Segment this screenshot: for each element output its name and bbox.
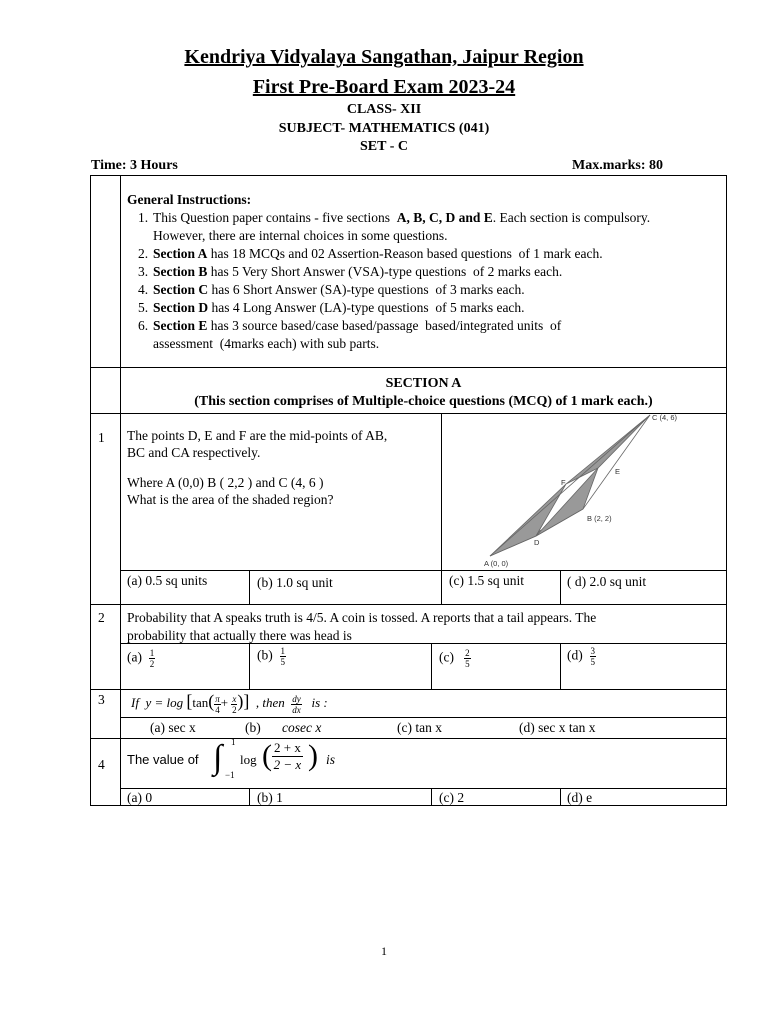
instruction-text: has 18 MCQs and 02 Assertion-Reason based questions of 1 mark each. xyxy=(207,246,603,261)
school-title: Kendriya Vidyalaya Sangathan, Jaipur Region xyxy=(184,46,584,68)
y-equals-log: y = log xyxy=(145,695,184,710)
label-e: E xyxy=(615,467,621,476)
class-label: CLASS- XII xyxy=(346,102,422,117)
q4-option-a: (a) 0 xyxy=(127,790,153,805)
q4-options-divider xyxy=(120,788,727,789)
q1-option-divider xyxy=(249,570,250,604)
denominator: 4 xyxy=(215,704,220,715)
if-word: If xyxy=(131,695,139,710)
integral-sign: ∫ xyxy=(213,739,223,776)
instruction-item xyxy=(138,227,650,245)
q4-paren-open: ( xyxy=(262,739,272,772)
numerator: 1 xyxy=(149,648,155,658)
then-word: , then xyxy=(255,695,285,710)
option-label: (a) xyxy=(127,649,142,665)
page-number: 1 xyxy=(381,944,387,958)
q3-options-divider xyxy=(120,717,727,718)
label-a: A (0, 0) xyxy=(484,559,509,568)
instruction-item xyxy=(138,209,650,227)
instruction-item xyxy=(138,335,650,353)
numerator: 1 xyxy=(280,646,285,656)
q4-prefix: The value of xyxy=(127,752,199,767)
q4-option-b: (b) 1 xyxy=(257,790,283,805)
q3-option-b-value: cosec x xyxy=(282,720,322,735)
q3-expression: If y = log [tan( $\frac{\pi}{4}$ + $\frac{x}{2}$ )] , then $\frac{dy}{dx}$ is : xyxy=(131,691,328,715)
row-divider xyxy=(90,367,727,368)
instruction-item xyxy=(138,263,650,281)
q2-option-c xyxy=(439,648,471,669)
triangle-figure xyxy=(442,408,727,570)
option-label: (b) xyxy=(257,647,273,663)
label-d: D xyxy=(534,538,540,547)
instruction-number: 2. xyxy=(138,246,149,261)
q2-option-divider xyxy=(560,643,561,689)
instruction-bold: Section A xyxy=(153,246,208,261)
q2-text-line: probability that actually there was head is xyxy=(127,628,352,643)
q3-option-a: (a) sec x xyxy=(150,720,196,735)
label-b: B (2, 2) xyxy=(587,514,612,523)
q1-option-divider xyxy=(560,570,561,604)
instruction-number: 5. xyxy=(138,300,149,315)
instructions-list xyxy=(138,209,650,353)
q1-text-line: The points D, E and F are the mid-points of AB, xyxy=(127,428,388,443)
instruction-item xyxy=(138,317,650,335)
section-a-title: SECTION A xyxy=(385,376,462,391)
q4-option-divider xyxy=(249,788,250,806)
instruction-text: has 5 Very Short Answer (VSA)-type questions of 2 marks each. xyxy=(207,264,563,279)
numerator: 2 + x xyxy=(274,740,301,755)
q3-option-d: (d) sec x tan x xyxy=(519,720,596,735)
question-number: 1 xyxy=(98,430,105,445)
q4-log: log xyxy=(240,752,257,767)
denominator: dx xyxy=(292,704,301,715)
q2-options-divider xyxy=(120,643,727,644)
paren: ) xyxy=(237,691,244,711)
q4-option-divider xyxy=(560,788,561,806)
row-divider xyxy=(90,689,727,690)
fraction-dy-dx xyxy=(291,694,302,715)
question-number: 2 xyxy=(98,610,105,625)
instructions-title: General Instructions: xyxy=(127,192,252,207)
fraction-pi-4 xyxy=(214,694,221,715)
option-label: (c) xyxy=(439,649,454,665)
denominator: 5 xyxy=(465,659,470,669)
fraction xyxy=(464,648,471,669)
denominator: 5 xyxy=(280,657,285,667)
q4-option-c: (c) 2 xyxy=(439,790,465,805)
instruction-bold: Section C xyxy=(153,282,209,297)
time-label: Time: 3 Hours xyxy=(91,158,178,173)
instruction-text: However, there are internal choices in some questions. xyxy=(153,228,448,243)
bracket: [ xyxy=(186,691,193,711)
instruction-item xyxy=(138,299,650,317)
q4-is: is xyxy=(326,752,336,767)
q1-text-line: Where A (0,0) B ( 2,2 ) and C (4, 6 ) xyxy=(127,475,324,490)
label-c: C (4, 6) xyxy=(652,413,678,422)
subject-label: SUBJECT- MATHEMATICS (041) xyxy=(278,121,490,136)
q2-option-a xyxy=(127,648,155,669)
q2-option-divider xyxy=(431,643,432,689)
denominator: 2 xyxy=(149,659,155,669)
q4-paren-close: ) xyxy=(308,739,318,772)
q1-text-line: BC and CA respectively. xyxy=(127,445,261,460)
q4-option-d: (d) e xyxy=(567,790,593,805)
q2-option-divider xyxy=(249,643,250,689)
instruction-bold: A, B, C, D and E xyxy=(396,210,493,225)
instruction-number: 3. xyxy=(138,264,149,279)
numerator: 2 xyxy=(465,648,470,658)
instruction-bold: Section D xyxy=(153,300,209,315)
section-a-subtitle: (This section comprises of Multiple-choice questions (MCQ) of 1 mark each.) xyxy=(194,394,653,409)
label-f: F xyxy=(561,478,566,487)
number-column-divider xyxy=(120,175,121,806)
paren: ( xyxy=(208,691,215,711)
instruction-number: 4. xyxy=(138,282,149,297)
q1-option-a: (a) 0.5 sq units xyxy=(127,573,208,588)
instruction-text: This Question paper contains - five sections xyxy=(153,210,397,225)
question-number: 3 xyxy=(98,692,105,707)
q1-option-c: (c) 1.5 sq unit xyxy=(449,573,524,588)
instruction-bold: Section B xyxy=(153,264,208,279)
instruction-text: . Each section is compulsory. xyxy=(492,210,651,225)
question-number: 4 xyxy=(98,757,105,772)
option-label: (d) xyxy=(567,647,583,663)
denominator: 2 xyxy=(232,704,237,715)
numerator: π xyxy=(215,693,220,704)
q1-option-b: (b) 1.0 sq unit xyxy=(257,575,333,590)
exam-title: First Pre-Board Exam 2023-24 xyxy=(252,76,516,98)
instruction-number: 6. xyxy=(138,318,149,333)
integral-upper: 1 xyxy=(231,737,236,747)
fraction xyxy=(590,646,597,667)
segment-ac xyxy=(490,415,650,556)
shaded-triangle-right xyxy=(536,468,598,536)
instruction-item xyxy=(138,245,650,263)
instruction-text: has 3 source based/case based/passage based/integrated units of xyxy=(207,318,562,333)
numerator: dy xyxy=(292,693,301,704)
instruction-text: assessment (4marks each) with sub parts. xyxy=(153,336,380,351)
instruction-number: 1. xyxy=(138,210,149,225)
denominator: 2 − x xyxy=(273,757,302,772)
row-divider xyxy=(90,738,727,739)
fraction xyxy=(280,646,287,667)
q2-text-line: Probability that A speaks truth is 4/5. A coin is tossed. A reports that a tail appears. The xyxy=(127,610,597,625)
q2-option-d xyxy=(567,646,596,667)
q4-option-divider xyxy=(431,788,432,806)
is-word: is : xyxy=(311,695,328,710)
tan-word: tan xyxy=(192,695,209,710)
q3-option-c: (c) tan x xyxy=(397,720,442,735)
q2-option-b xyxy=(257,646,286,667)
q1-text-line: What is the area of the shaded region? xyxy=(127,492,334,507)
bracket: ] xyxy=(243,691,250,711)
fraction xyxy=(149,648,156,669)
max-marks-label: Max.marks: 80 xyxy=(572,158,663,173)
q4-fraction xyxy=(272,740,303,773)
q3-option-b: (b) xyxy=(245,720,261,735)
q1-options-divider xyxy=(120,570,727,571)
numerator: x xyxy=(232,693,237,704)
q1-option-d: ( d) 2.0 sq unit xyxy=(567,574,647,589)
numerator: 3 xyxy=(590,646,595,656)
instruction-bold: Section E xyxy=(153,318,208,333)
row-divider xyxy=(90,604,727,605)
integral-lower: −1 xyxy=(225,770,235,780)
instruction-text: has 4 Long Answer (LA)-type questions of 5 marks each. xyxy=(208,300,525,315)
instruction-text: has 6 Short Answer (SA)-type questions of 3 marks each. xyxy=(208,282,525,297)
instruction-item xyxy=(138,281,650,299)
set-label: SET - C xyxy=(360,139,408,154)
denominator: 5 xyxy=(590,657,595,667)
